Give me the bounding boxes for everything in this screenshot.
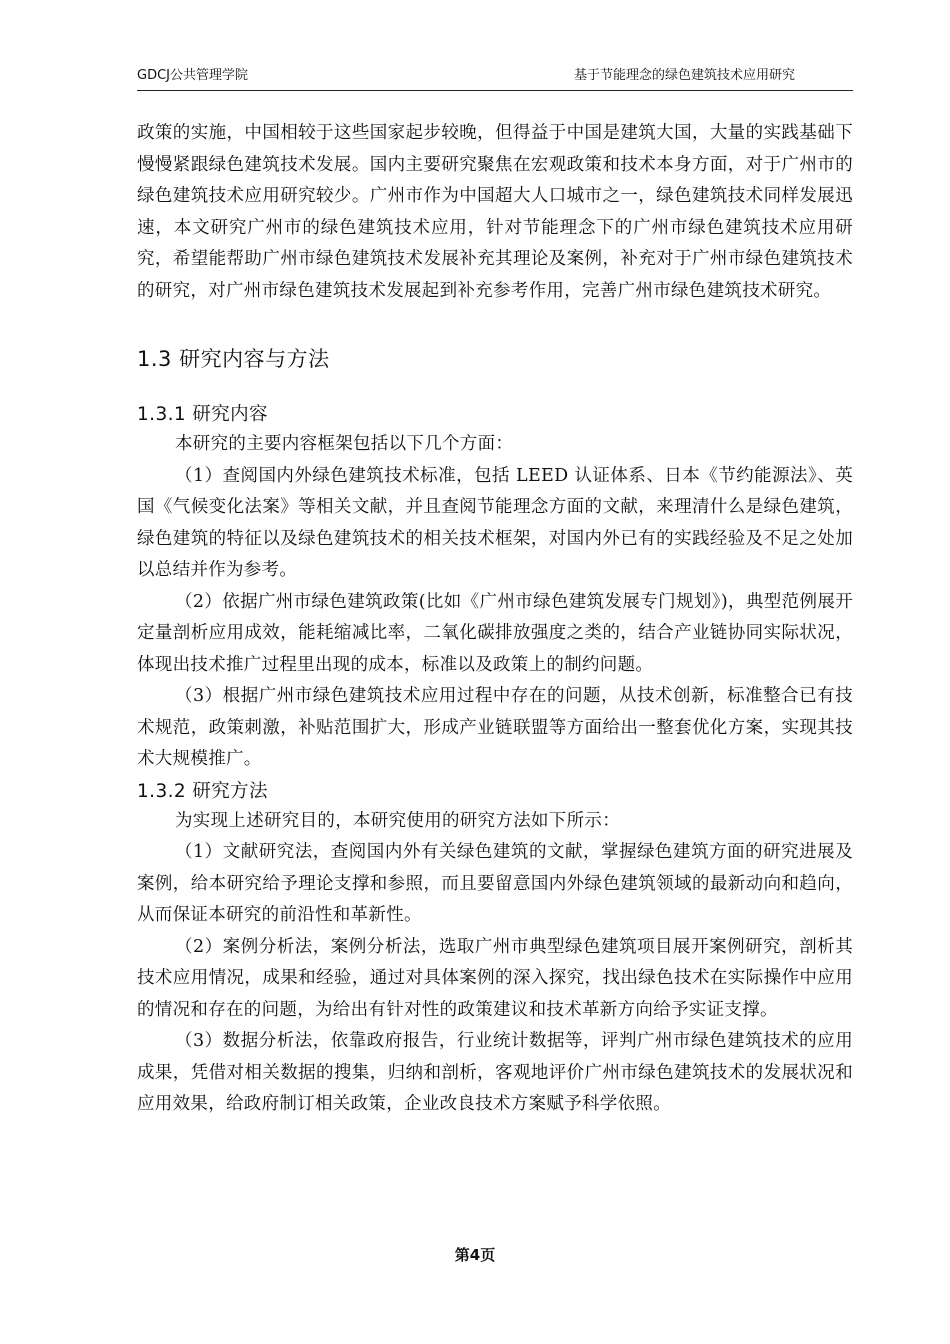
subsection-heading-method: 1.3.2 研究方法 [137,780,268,802]
method-item-2: （2）案例分析法，案例分析法，选取广州市典型绿色建筑项目展开案例研究，剖析其技术应用情况，成果和经验，通过对具体案例的深入探究，找出绿色技术在实际操作中应用的情况和存在的问题，为给出有针对性的政策建议和技术革新方向给予实证支撑。 [137,936,853,1020]
content-item-2: （2）依据广州市绿色建筑政策(比如《广州市绿色建筑发展专门规划》)，典型范例展开定量剖析应用成效，能耗缩减比率，二氧化碳排放强度之类的，结合产业链协同实际状况，体现出技术推广过程里出现的成本，标准以及政策上的制约问题。 [137,591,853,675]
section-heading: 1.3 研究内容与方法 [137,347,330,371]
content-item-3: （3）根据广州市绿色建筑技术应用过程中存在的问题，从技术创新，标准整合已有技术规范，政策刺激，补贴范围扩大，形成产业链联盟等方面给出一整套优化方案，实现其技术大规模推广。 [137,686,853,769]
header-institution: GDCJ公共管理学院 [137,68,248,83]
intro-paragraph: 政策的实施，中国相较于这些国家起步较晚，但得益于中国是建筑大国，大量的实践基础下慢慢紧跟绿色建筑技术发展。国内主要研究聚焦在宏观政策和技术本身方面，对于广州市的绿色建筑技术应用研究较少。广州市作为中国超大人口城市之一，绿色建筑技术同样发展迅速，本文研究广州市的绿色建筑技术应用，针对节能理念下的广州市绿色建筑技术应用研究，希望能帮助广州市绿色建筑技术发展补充其理论及案例，补充对于广州市绿色建筑技术的研究，对广州市绿色建筑技术发展起到补充参考作用，完善广州市绿色建筑技术研究。 [137,123,853,301]
header-document-title: 基于节能理念的绿色建筑技术应用研究 [573,68,795,83]
method-lead: 为实现上述研究目的，本研究使用的研究方法如下所示： [175,810,620,831]
method-item-1: （1）文献研究法，查阅国内外有关绿色建筑的文献，掌握绿色建筑方面的研究进展及案例，给本研究给予理论支撑和参照，而且要留意国内外绿色建筑领域的最新动向和趋向，从而保证本研究的前沿性和革新性。 [137,842,853,925]
method-item-3: （3）数据分析法，依靠政府报告，行业统计数据等，评判广州市绿色建筑技术的应用成果，凭借对相关数据的搜集，归纳和剖析，客观地评价广州市绿色建筑技术的发展状况和应用效果，给政府制订相关政策，企业改良技术方案赋予科学依照。 [137,1031,853,1114]
content-item-1: （1）查阅国内外绿色建筑技术标准，包括 LEED 认证体系、日本《节约能源法》、英国《气候变化法案》等相关文献，并且查阅节能理念方面的文献，来理清什么是绿色建筑，绿色建筑的特征以及绿色建筑技术的相关技术框架，对国内外已有的实践经验及不足之处加以总结并作为参考。 [137,465,853,580]
content-lead: 本研究的主要内容框架包括以下几个方面： [175,434,514,454]
page-header [137,66,853,91]
page-number: 第4页 [454,1246,496,1264]
page-body [137,118,853,1121]
subsection-heading-content: 1.3.1 研究内容 [137,404,268,425]
